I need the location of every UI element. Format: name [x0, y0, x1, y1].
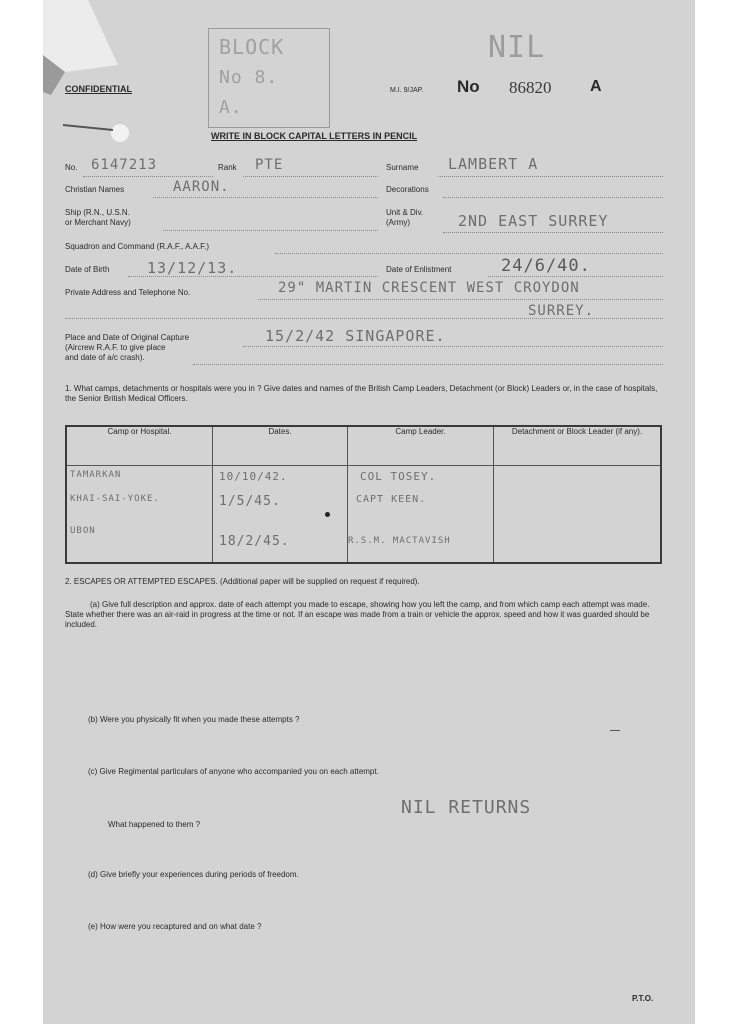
question-2c-followup: What happened to them ? — [108, 820, 201, 829]
block-stamp — [208, 28, 330, 128]
question-2a: (a) Give full description and approx. date of each attempt you made to escape, showing how you left the camp, and from which camp each attempt was made. State whether there was an air-raid in progress at the time or not. If an escape was made from a train or vehicle the approx. speed and how it was guarded should be included. — [65, 600, 650, 629]
form-sheet — [43, 0, 695, 1024]
label-ship: Ship (R.N., U.S.N. — [65, 208, 130, 217]
col-detachment: Detachment or Block Leader (if any). — [494, 426, 662, 466]
torn-corner — [43, 0, 133, 150]
label-surname: Surname — [386, 163, 419, 172]
camp-1: TAMARKAN — [70, 470, 122, 480]
value-rank: PTE — [255, 157, 284, 173]
cell-camps — [66, 466, 213, 564]
form-number: 86820 — [509, 78, 552, 97]
label-capture: Place and Date of Original Capture — [65, 333, 190, 342]
label-unit-2: (Army) — [386, 218, 410, 227]
nil-annotation: NIL — [488, 30, 546, 65]
question-2c: (c) Give Regimental particulars of anyone who accompanied you on each attempt. — [88, 767, 379, 776]
value-dob: 13/12/13. — [147, 259, 238, 277]
label-capture-3: and date of a/c crash). — [65, 353, 145, 362]
label-dob: Date of Birth — [65, 265, 110, 274]
value-enlistment: 24/6/40. — [501, 256, 591, 276]
value-address-2: SURREY. — [528, 303, 595, 319]
label-address: Private Address and Telephone No. — [65, 288, 191, 297]
label-christian-names: Christian Names — [65, 185, 125, 194]
value-surname: LAMBERT A — [448, 155, 539, 173]
ink-dot — [325, 512, 330, 517]
date-3: 18/2/45. — [219, 534, 290, 549]
date-1: 10/10/42. — [219, 470, 288, 483]
label-rank: Rank — [218, 163, 237, 172]
nil-returns: NIL RETURNS — [401, 797, 532, 818]
value-no: 6147213 — [91, 157, 158, 173]
number-sign: No — [457, 77, 480, 96]
label-decorations: Decorations — [386, 185, 429, 194]
cell-dates — [213, 466, 348, 564]
question-1: 1. What camps, detachments or hospitals were you in ? Give dates and names of the British Camp Leaders, Detachment (or Block) Leaders or, in the case of hospitals, the Senior British Medical Officers. — [65, 384, 658, 403]
value-address-1: 29" MARTIN CRESCENT WEST CROYDON — [278, 280, 580, 296]
leader-3: R.S.M. MACTAVISH — [348, 536, 451, 546]
question-2-heading: 2. ESCAPES OR ATTEMPTED ESCAPES. (Additional paper will be supplied on request if required). — [65, 577, 420, 586]
col-leader: Camp Leader. — [348, 426, 494, 466]
col-camp: Camp or Hospital. — [66, 426, 213, 466]
col-dates: Dates. — [213, 426, 348, 466]
camps-table — [65, 425, 662, 564]
stamp-text-1: BLOCK — [219, 35, 285, 59]
cell-leaders — [348, 466, 494, 564]
stamp-text-3: A. — [219, 97, 243, 118]
value-christian-names: AARON. — [173, 179, 230, 195]
value-unit: 2ND EAST SURREY — [458, 212, 609, 230]
question-2d: (d) Give briefly your experiences during periods of freedom. — [88, 870, 299, 879]
instruction-heading: WRITE IN BLOCK CAPITAL LETTERS IN PENCIL — [211, 131, 418, 141]
label-unit: Unit & Div. — [386, 208, 424, 217]
form-code: M.I. 9/JAP. — [390, 87, 424, 94]
cell-detachment — [494, 466, 662, 564]
label-enlistment: Date of Enlistment — [386, 265, 452, 274]
value-capture: 15/2/42 SINGAPORE. — [265, 327, 446, 345]
label-ship-2: or Merchant Navy) — [65, 218, 131, 227]
label-no: No. — [65, 163, 78, 172]
pto-label: P.T.O. — [632, 994, 654, 1003]
question-2e: (e) How were you recaptured and on what date ? — [88, 922, 262, 931]
label-squadron: Squadron and Command (R.A.F., A.A.F.) — [65, 242, 210, 251]
date-2: 1/5/45. — [219, 494, 281, 509]
question-2b: (b) Were you physically fit when you made these attempts ? — [88, 715, 300, 724]
form-suffix: A — [590, 78, 602, 95]
camp-3: UBON — [70, 526, 96, 536]
label-capture-2: (Aircrew R.A.F. to give place — [65, 343, 166, 352]
leader-2: CAPT KEEN. — [356, 494, 427, 505]
confidential-label: CONFIDENTIAL — [65, 84, 132, 94]
camp-2: KHAI-SAI-YOKE. — [70, 494, 160, 504]
leader-1: COL TOSEY. — [360, 470, 437, 483]
stamp-text-2: No 8. — [219, 67, 279, 88]
